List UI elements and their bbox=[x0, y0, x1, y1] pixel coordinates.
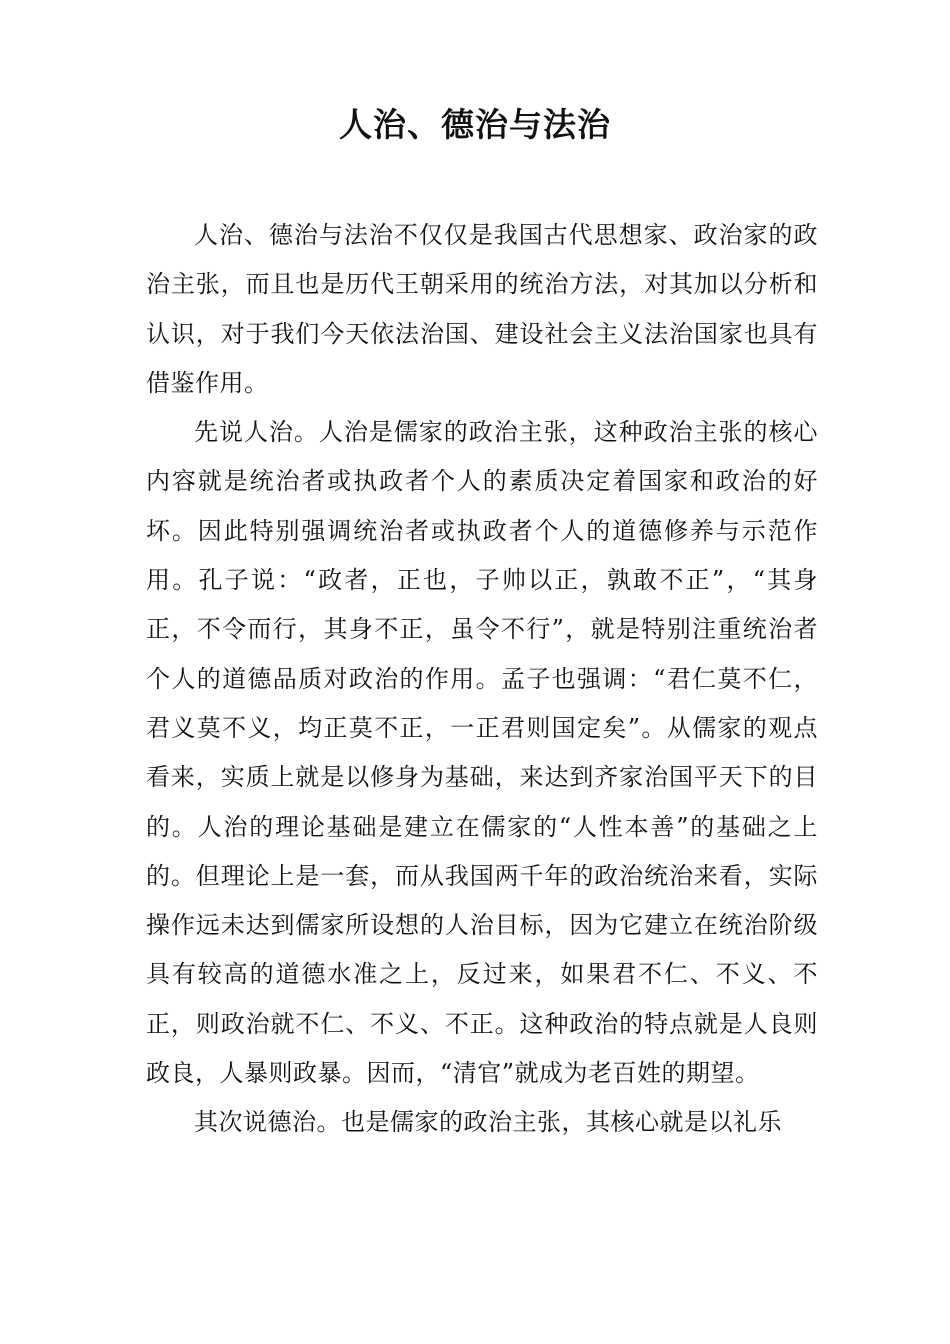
paragraph-rule-of-virtue: 其次说德治。也是儒家的政治主张，其核心就是以礼乐 bbox=[194, 1108, 782, 1137]
paragraph-rule-of-man: 先说人治。人治是儒家的政治主张，这种政治主张的核心内容就是统治者或执政者个人的素质决定着国家和政治的好坏。因此特别强调统治者或执政者个人的道德修养与示范作用。孔子说：“政者，正也，子帅以正，孰敢不正”，“其身正，不令而行，其身不正，虽令不行”，就是特别注重统治者个人的道德品质对政治的作用。孟子也强调：“君仁莫不仁，君义莫不义，均正莫不正，一正君则国定矣”。从儒家的观点看来，实质上就是以修身为基础，来达到齐家治国平天下的目的。人治的理论基础是建立在儒家的“人性本善”的基础之上的。但理论上是一套，而从我国两千年的政治统治来看，实际操作远未达到儒家所设想的人治目标，因为它建立在统治阶级具有较高的道德水准之上，反过来，如果君不仁、不义、不正，则政治就不仁、不义、不正。这种政治的特点就是人良则政良，人暴则政暴。因而，“清官”就成为老百姓的期望。 bbox=[146, 418, 818, 1088]
document-title: 人治、德治与法治 bbox=[339, 105, 611, 144]
paragraph-intro: 人治、德治与法治不仅仅是我国古代思想家、政治家的政治主张，而且也是历代王朝采用的统治方法，对其加以分析和认识，对于我们今天依法治国、建设社会主义法治国家也具有借鉴作用。 bbox=[146, 221, 818, 397]
document-body bbox=[146, 211, 818, 1148]
